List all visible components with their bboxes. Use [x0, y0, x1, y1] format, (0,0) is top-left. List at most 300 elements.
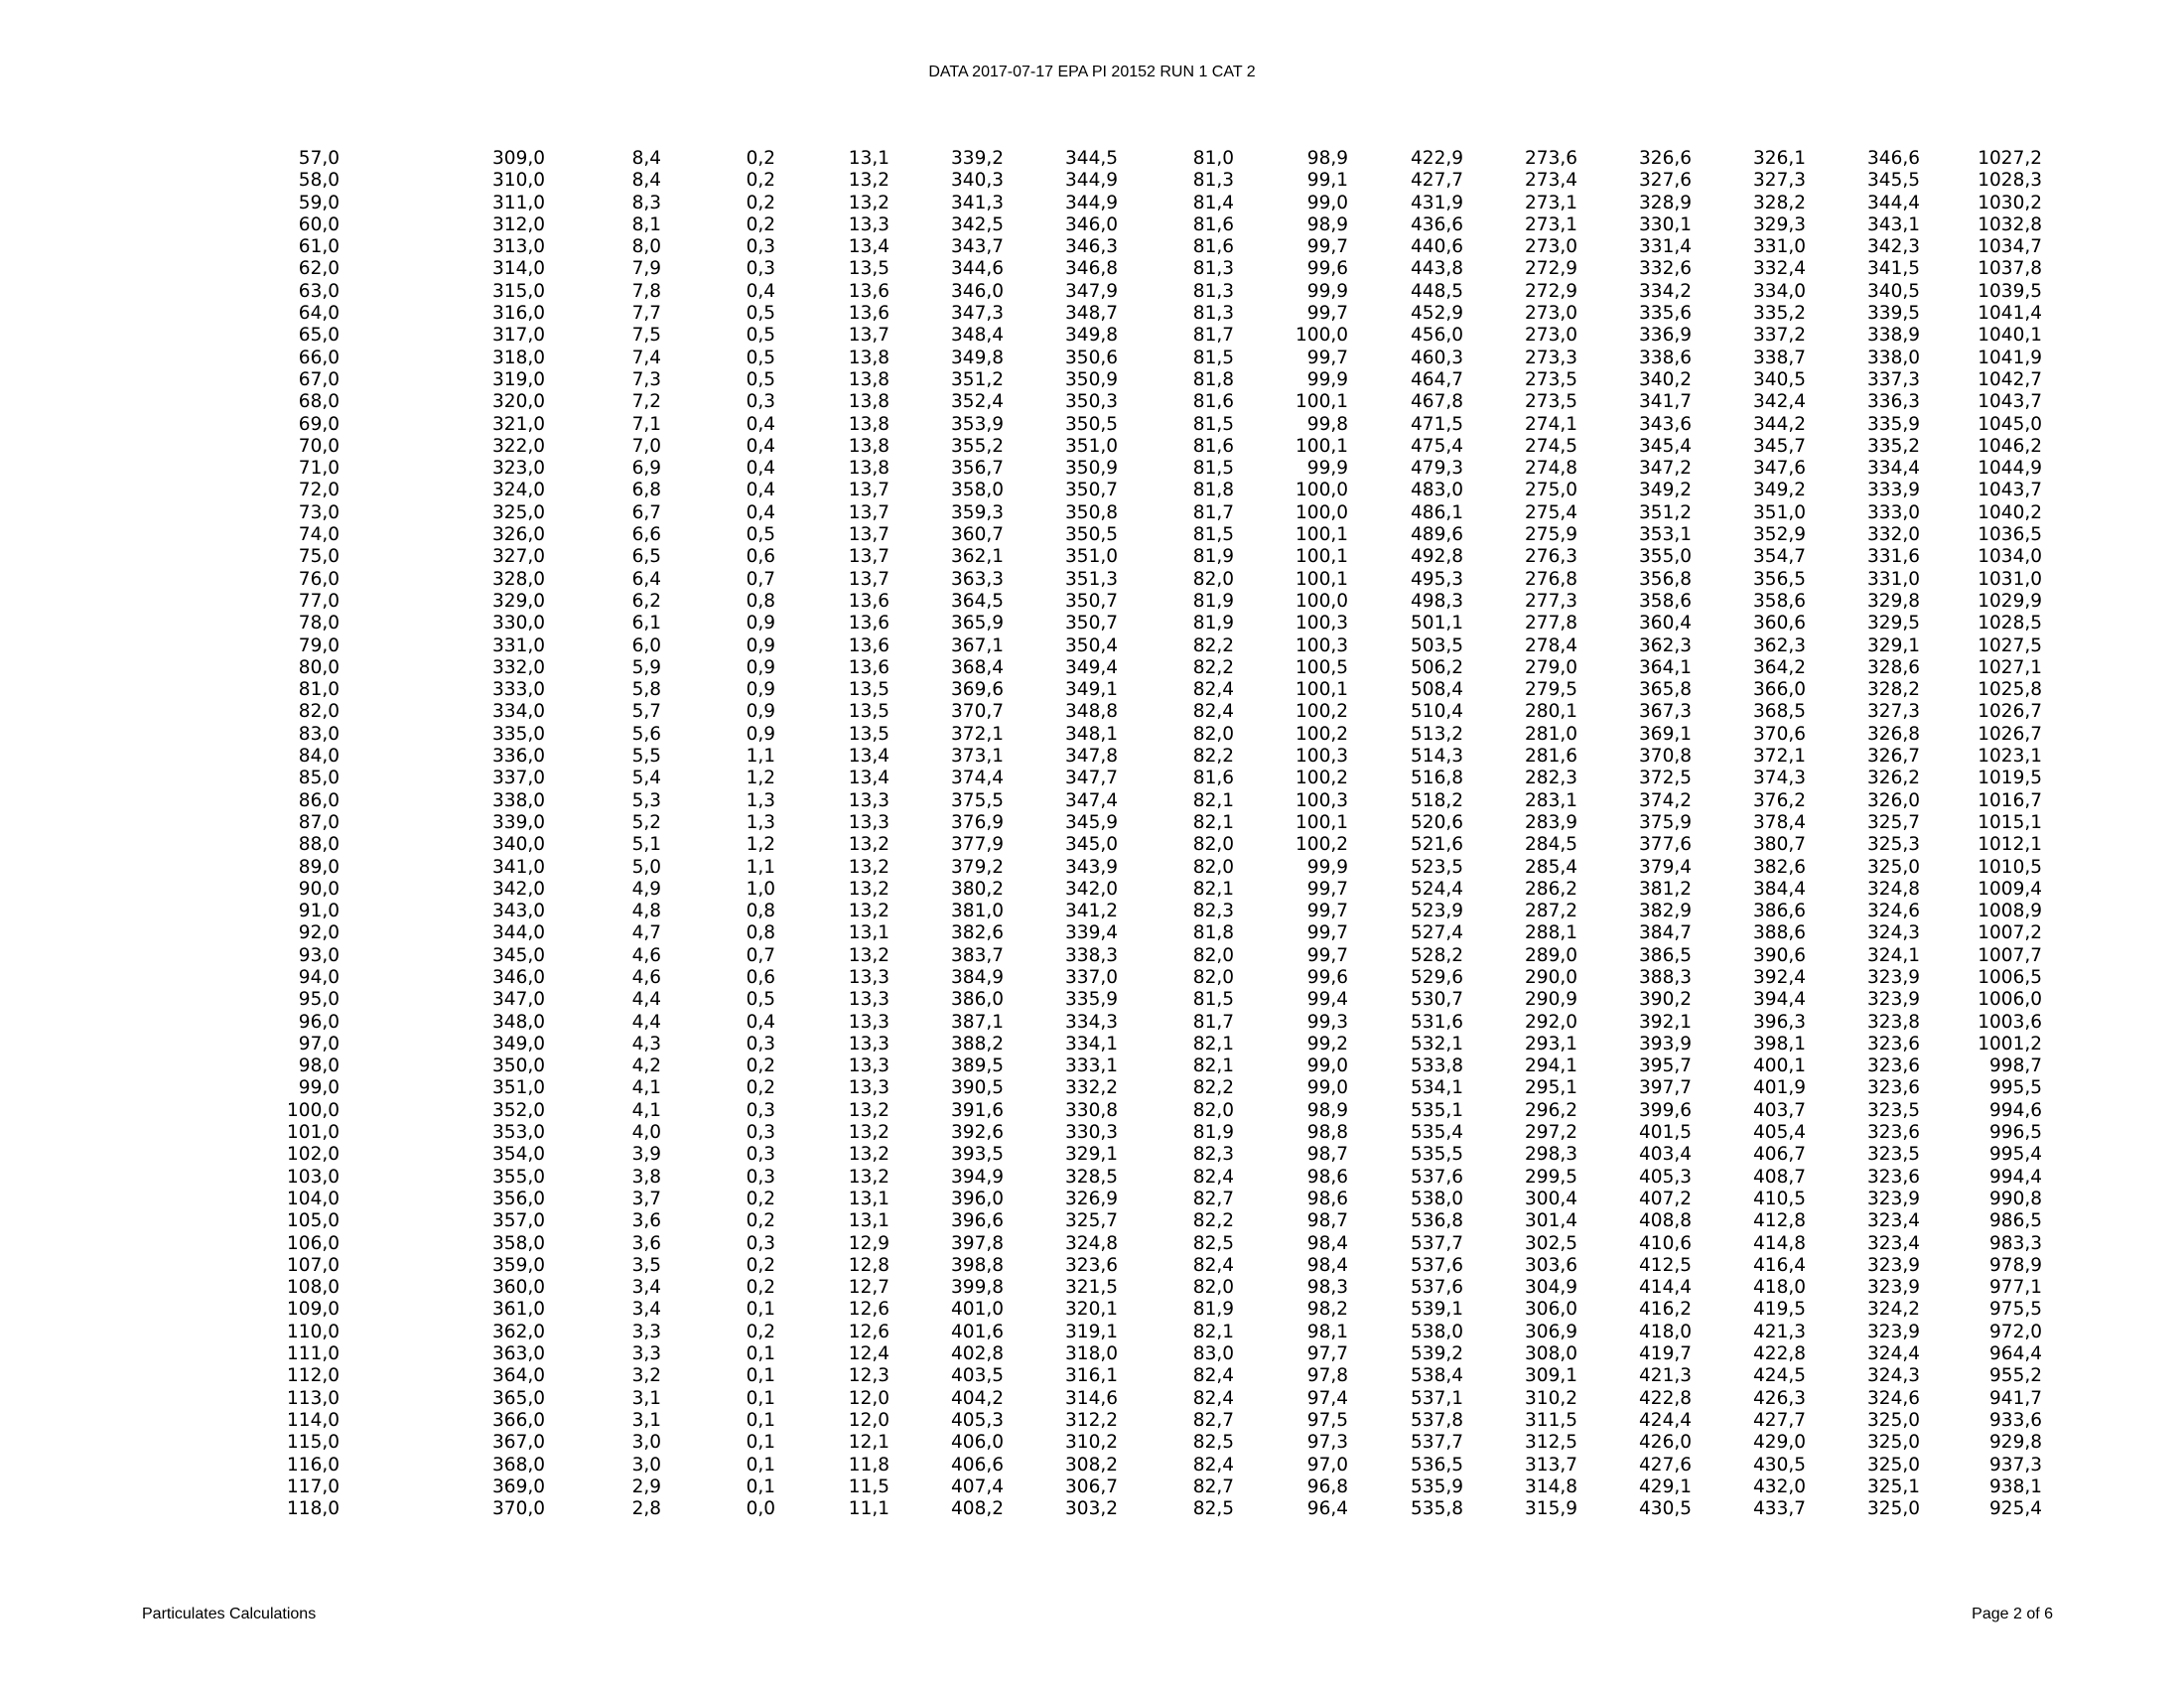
table-cell: 495,3 — [1411, 568, 1463, 590]
table-cell: 328,2 — [1753, 192, 1806, 213]
table-cell: 105,0 — [287, 1210, 340, 1232]
table-cell: 1,1 — [746, 856, 775, 878]
table-cell: 13,4 — [848, 746, 889, 768]
table-row — [0, 369, 2042, 391]
table-cell: 329,5 — [1867, 613, 1920, 634]
table-cell: 3,0 — [631, 1454, 661, 1476]
table-cell: 356,0 — [492, 1188, 545, 1209]
table-cell: 82,4 — [1192, 1387, 1234, 1409]
table-cell: 95,0 — [298, 989, 340, 1011]
table-cell: 328,6 — [1867, 656, 1920, 678]
table-cell: 431,9 — [1411, 192, 1463, 213]
table-cell: 11,1 — [848, 1498, 889, 1520]
table-cell: 467,8 — [1411, 391, 1463, 413]
table-cell: 358,0 — [951, 480, 1004, 501]
table-cell: 345,4 — [1639, 435, 1692, 457]
table-cell: 331,0 — [492, 634, 545, 656]
table-cell: 506,2 — [1411, 656, 1463, 678]
table-cell: 3,2 — [631, 1365, 661, 1387]
table-cell: 293,1 — [1525, 1033, 1577, 1055]
table-cell: 516,8 — [1411, 768, 1463, 789]
table-cell: 98,7 — [1306, 1144, 1348, 1166]
table-cell: 392,6 — [951, 1122, 1004, 1144]
table-cell: 341,3 — [951, 192, 1004, 213]
table-cell: 13,8 — [848, 391, 889, 413]
table-cell: 310,0 — [492, 170, 545, 192]
table-cell: 362,0 — [492, 1321, 545, 1342]
table-cell: 282,3 — [1525, 768, 1577, 789]
table-cell: 1007,2 — [1978, 922, 2042, 944]
table-cell: 81,9 — [1192, 1122, 1234, 1144]
table-cell: 937,3 — [1989, 1454, 2042, 1476]
table-cell: 327,3 — [1867, 701, 1920, 723]
table-cell: 343,7 — [951, 236, 1004, 258]
table-cell: 346,0 — [492, 966, 545, 988]
table-cell: 13,3 — [848, 1033, 889, 1055]
table-cell: 355,0 — [1639, 546, 1692, 568]
table-cell: 369,1 — [1639, 723, 1692, 745]
table-cell: 523,9 — [1411, 901, 1463, 922]
table-cell: 349,8 — [1065, 325, 1118, 347]
table-cell: 5,7 — [631, 701, 661, 723]
table-cell: 13,1 — [848, 1210, 889, 1232]
table-cell: 471,5 — [1411, 413, 1463, 435]
table-cell: 362,1 — [951, 546, 1004, 568]
table-cell: 1027,1 — [1978, 656, 2042, 678]
table-cell: 8,4 — [631, 170, 661, 192]
table-row — [0, 502, 2042, 524]
table-cell: 333,0 — [492, 679, 545, 701]
table-cell: 7,5 — [631, 325, 661, 347]
table-cell: 347,9 — [1065, 280, 1118, 302]
table-cell: 82,2 — [1192, 746, 1234, 768]
table-cell: 71,0 — [298, 458, 340, 480]
table-cell: 1016,7 — [1978, 789, 2042, 811]
table-cell: 351,0 — [1753, 501, 1806, 523]
table-cell: 344,5 — [1065, 148, 1118, 169]
table-cell: 1034,0 — [1978, 546, 2042, 568]
table-cell: 0,4 — [746, 435, 775, 457]
table-cell: 1034,7 — [1978, 236, 2042, 258]
table-cell: 535,4 — [1411, 1122, 1463, 1144]
table-cell: 100,2 — [1296, 701, 1348, 723]
table-cell: 427,6 — [1639, 1454, 1692, 1476]
table-cell: 360,0 — [492, 1277, 545, 1299]
table-cell: 0,1 — [746, 1432, 775, 1454]
table-row — [0, 701, 2042, 723]
table-cell: 5,8 — [631, 679, 661, 701]
table-cell: 272,9 — [1525, 258, 1577, 280]
table-cell: 82,5 — [1192, 1432, 1234, 1454]
table-cell: 0,4 — [746, 413, 775, 435]
table-cell: 98,6 — [1306, 1188, 1348, 1209]
table-row — [0, 458, 2042, 480]
table-cell: 403,4 — [1639, 1144, 1692, 1166]
table-cell: 405,3 — [951, 1409, 1004, 1431]
table-cell: 370,8 — [1639, 746, 1692, 768]
table-cell: 326,6 — [1639, 148, 1692, 169]
table-cell: 406,0 — [951, 1432, 1004, 1454]
table-cell: 340,5 — [1753, 368, 1806, 390]
table-row — [0, 1255, 2042, 1277]
table-cell: 403,5 — [951, 1365, 1004, 1387]
table-cell: 386,5 — [1639, 944, 1692, 966]
table-cell: 508,4 — [1411, 679, 1463, 701]
table-cell: 376,2 — [1753, 789, 1806, 811]
table-cell: 994,4 — [1989, 1166, 2042, 1188]
table-cell: 329,8 — [1867, 590, 1920, 612]
table-cell: 81,8 — [1192, 480, 1234, 501]
table-cell: 326,0 — [1867, 789, 1920, 811]
table-cell: 308,2 — [1065, 1454, 1118, 1476]
table-cell: 492,8 — [1411, 546, 1463, 568]
table-cell: 537,1 — [1411, 1387, 1463, 1409]
table-cell: 350,9 — [1065, 368, 1118, 390]
table-cell: 12,0 — [848, 1387, 889, 1409]
table-cell: 0,6 — [746, 966, 775, 988]
table-cell: 82,7 — [1192, 1476, 1234, 1497]
table-cell: 7,8 — [631, 280, 661, 302]
table-cell: 1040,1 — [1978, 325, 2042, 347]
table-cell: 3,4 — [631, 1299, 661, 1321]
table-cell: 443,8 — [1411, 258, 1463, 280]
table-cell: 341,0 — [492, 856, 545, 878]
table-cell: 7,2 — [631, 391, 661, 413]
table-cell: 12,4 — [848, 1343, 889, 1365]
table-cell: 479,3 — [1411, 458, 1463, 480]
table-cell: 325,0 — [1867, 1454, 1920, 1476]
table-cell: 350,3 — [1065, 391, 1118, 413]
table-cell: 1,3 — [746, 789, 775, 811]
table-cell: 331,0 — [1867, 568, 1920, 590]
table-cell: 297,2 — [1525, 1122, 1577, 1144]
table-cell: 12,3 — [848, 1365, 889, 1387]
table-cell: 313,7 — [1525, 1454, 1577, 1476]
table-cell: 380,7 — [1753, 834, 1806, 856]
table-cell: 13,2 — [848, 834, 889, 856]
table-row — [0, 1167, 2042, 1189]
table-cell: 57,0 — [298, 148, 340, 169]
table-cell: 364,2 — [1753, 656, 1806, 678]
table-cell: 274,1 — [1525, 413, 1577, 435]
table-cell: 336,9 — [1639, 325, 1692, 347]
table-cell: 323,6 — [1065, 1254, 1118, 1276]
table-cell: 379,2 — [951, 856, 1004, 878]
table-row — [0, 1455, 2042, 1477]
table-cell: 1044,9 — [1978, 458, 2042, 480]
table-cell: 362,3 — [1639, 634, 1692, 656]
table-cell: 6,7 — [631, 501, 661, 523]
table-row — [0, 148, 2042, 170]
table-cell: 311,5 — [1525, 1409, 1577, 1431]
table-cell: 377,6 — [1639, 834, 1692, 856]
table-cell: 503,5 — [1411, 634, 1463, 656]
table-cell: 990,8 — [1989, 1188, 2042, 1209]
table-row — [0, 1388, 2042, 1410]
table-cell: 342,0 — [492, 878, 545, 900]
table-cell: 0,3 — [746, 1144, 775, 1166]
table-row — [0, 1432, 2042, 1454]
table-cell: 312,5 — [1525, 1432, 1577, 1454]
table-cell: 296,2 — [1525, 1099, 1577, 1121]
table-cell: 319,1 — [1065, 1321, 1118, 1342]
table-cell: 539,2 — [1411, 1343, 1463, 1365]
table-cell: 280,1 — [1525, 701, 1577, 723]
table-cell: 365,8 — [1639, 679, 1692, 701]
table-cell: 486,1 — [1411, 501, 1463, 523]
table-cell: 348,0 — [492, 1011, 545, 1033]
table-cell: 100,5 — [1296, 656, 1348, 678]
table-cell: 324,2 — [1867, 1299, 1920, 1321]
table-cell: 81,6 — [1192, 213, 1234, 235]
table-cell: 0,2 — [746, 1077, 775, 1099]
table-cell: 401,9 — [1753, 1077, 1806, 1099]
table-cell: 1003,6 — [1978, 1011, 2042, 1033]
table-cell: 304,9 — [1525, 1277, 1577, 1299]
table-cell: 76,0 — [298, 568, 340, 590]
table-cell: 285,4 — [1525, 856, 1577, 878]
table-cell: 96,4 — [1306, 1498, 1348, 1520]
table-cell: 0,8 — [746, 901, 775, 922]
table-cell: 1006,0 — [1978, 989, 2042, 1011]
table-cell: 97,0 — [298, 1033, 340, 1055]
table-cell: 13,3 — [848, 1077, 889, 1099]
table-cell: 336,3 — [1867, 391, 1920, 413]
table-row — [0, 989, 2042, 1011]
table-cell: 367,0 — [492, 1432, 545, 1454]
table-cell: 13,8 — [848, 413, 889, 435]
table-row — [0, 1410, 2042, 1432]
table-cell: 0,5 — [746, 303, 775, 325]
table-cell: 330,0 — [492, 613, 545, 634]
table-cell: 396,0 — [951, 1188, 1004, 1209]
table-cell: 323,6 — [1867, 1166, 1920, 1188]
table-cell: 98,9 — [1306, 213, 1348, 235]
table-cell: 81,7 — [1192, 501, 1234, 523]
table-cell: 368,0 — [492, 1454, 545, 1476]
table-cell: 13,2 — [848, 1166, 889, 1188]
table-cell: 64,0 — [298, 303, 340, 325]
table-cell: 8,4 — [631, 148, 661, 169]
table-cell: 955,2 — [1989, 1365, 2042, 1387]
table-cell: 351,3 — [1065, 568, 1118, 590]
table-cell: 1029,9 — [1978, 590, 2042, 612]
table-cell: 324,6 — [1867, 901, 1920, 922]
table-cell: 77,0 — [298, 590, 340, 612]
table-cell: 82,5 — [1192, 1232, 1234, 1254]
table-cell: 406,6 — [951, 1454, 1004, 1476]
table-cell: 0,2 — [746, 192, 775, 213]
table-cell: 82,4 — [1192, 701, 1234, 723]
table-cell: 303,6 — [1525, 1254, 1577, 1276]
table-cell: 350,0 — [492, 1055, 545, 1077]
table-cell: 0,9 — [746, 723, 775, 745]
table-cell: 1040,2 — [1978, 501, 2042, 523]
table-cell: 13,4 — [848, 236, 889, 258]
table-cell: 538,0 — [1411, 1321, 1463, 1342]
table-cell: 81,3 — [1192, 303, 1234, 325]
table-cell: 67,0 — [298, 368, 340, 390]
table-cell: 302,5 — [1525, 1232, 1577, 1254]
table-cell: 70,0 — [298, 435, 340, 457]
table-cell: 325,3 — [1867, 834, 1920, 856]
table-cell: 99,7 — [1306, 944, 1348, 966]
table-row — [0, 258, 2042, 280]
table-cell: 2,8 — [631, 1498, 661, 1520]
table-row — [0, 524, 2042, 546]
table-cell: 498,3 — [1411, 590, 1463, 612]
table-cell: 3,3 — [631, 1321, 661, 1342]
table-cell: 339,4 — [1065, 922, 1118, 944]
table-cell: 0,5 — [746, 325, 775, 347]
table-cell: 0,3 — [746, 1122, 775, 1144]
table-row — [0, 1144, 2042, 1166]
table-cell: 345,0 — [492, 944, 545, 966]
page-title: DATA 2017-07-17 EPA PI 20152 RUN 1 CAT 2 — [928, 64, 1256, 80]
table-cell: 338,0 — [1867, 347, 1920, 368]
table-cell: 329,3 — [1753, 213, 1806, 235]
table-cell: 332,0 — [1867, 524, 1920, 546]
table-cell: 338,6 — [1639, 347, 1692, 368]
table-cell: 99,6 — [1306, 258, 1348, 280]
table-cell: 13,8 — [848, 458, 889, 480]
table-cell: 342,5 — [951, 213, 1004, 235]
table-cell: 964,4 — [1989, 1343, 2042, 1365]
table-cell: 13,3 — [848, 789, 889, 811]
table-cell: 1008,9 — [1978, 901, 2042, 922]
table-cell: 337,3 — [1867, 368, 1920, 390]
table-cell: 100,2 — [1296, 723, 1348, 745]
table-cell: 347,4 — [1065, 789, 1118, 811]
table-cell: 391,6 — [951, 1099, 1004, 1121]
table-cell: 0,1 — [746, 1343, 775, 1365]
table-cell: 346,0 — [951, 280, 1004, 302]
table-cell: 5,6 — [631, 723, 661, 745]
table-cell: 82,0 — [1192, 1277, 1234, 1299]
table-cell: 83,0 — [1192, 1343, 1234, 1365]
table-cell: 99,0 — [1306, 192, 1348, 213]
table-cell: 1023,1 — [1978, 746, 2042, 768]
table-cell: 424,4 — [1639, 1409, 1692, 1431]
table-cell: 356,5 — [1753, 568, 1806, 590]
table-cell: 288,1 — [1525, 922, 1577, 944]
table-cell: 0,9 — [746, 656, 775, 678]
table-cell: 13,7 — [848, 480, 889, 501]
table-cell: 376,9 — [951, 811, 1004, 833]
table-cell: 101,0 — [287, 1122, 340, 1144]
table-cell: 452,9 — [1411, 303, 1463, 325]
table-cell: 0,3 — [746, 236, 775, 258]
table-cell: 1006,5 — [1978, 966, 2042, 988]
table-cell: 390,2 — [1639, 989, 1692, 1011]
table-cell: 501,1 — [1411, 613, 1463, 634]
table-cell: 97,0 — [1306, 1454, 1348, 1476]
table-row — [0, 1189, 2042, 1210]
table-cell: 13,5 — [848, 258, 889, 280]
table-cell: 348,4 — [951, 325, 1004, 347]
table-cell: 6,5 — [631, 546, 661, 568]
table-cell: 325,0 — [1867, 1498, 1920, 1520]
table-cell: 1042,7 — [1978, 368, 2042, 390]
table-cell: 290,0 — [1525, 966, 1577, 988]
table-cell: 345,7 — [1753, 435, 1806, 457]
table-cell: 994,6 — [1989, 1099, 2042, 1121]
table-cell: 408,8 — [1639, 1210, 1692, 1232]
table-cell: 323,6 — [1867, 1033, 1920, 1055]
table-cell: 1012,1 — [1978, 834, 2042, 856]
table-cell: 353,9 — [951, 413, 1004, 435]
table-cell: 13,7 — [848, 524, 889, 546]
table-cell: 81,7 — [1192, 325, 1234, 347]
table-row — [0, 546, 2042, 568]
table-cell: 13,2 — [848, 1122, 889, 1144]
table-row — [0, 1498, 2042, 1520]
table-cell: 941,7 — [1989, 1387, 2042, 1409]
table-cell: 422,8 — [1639, 1387, 1692, 1409]
table-cell: 352,9 — [1753, 524, 1806, 546]
table-cell: 345,9 — [1065, 811, 1118, 833]
table-cell: 354,7 — [1753, 546, 1806, 568]
table-cell: 61,0 — [298, 236, 340, 258]
table-row — [0, 657, 2042, 679]
table-cell: 323,0 — [492, 458, 545, 480]
table-cell: 275,9 — [1525, 524, 1577, 546]
table-cell: 13,6 — [848, 656, 889, 678]
table-cell: 388,6 — [1753, 922, 1806, 944]
table-cell: 81,6 — [1192, 435, 1234, 457]
table-cell: 8,1 — [631, 213, 661, 235]
table-cell: 416,4 — [1753, 1254, 1806, 1276]
table-cell: 81,0 — [1192, 148, 1234, 169]
table-cell: 351,2 — [951, 368, 1004, 390]
table-row — [0, 1100, 2042, 1122]
table-cell: 6,9 — [631, 458, 661, 480]
table-cell: 100,3 — [1296, 634, 1348, 656]
table-cell: 345,5 — [1867, 170, 1920, 192]
table-cell: 323,4 — [1867, 1210, 1920, 1232]
table-cell: 346,0 — [1065, 213, 1118, 235]
table-cell: 287,2 — [1525, 901, 1577, 922]
table-cell: 5,9 — [631, 656, 661, 678]
table-cell: 99,7 — [1306, 922, 1348, 944]
table-cell: 3,1 — [631, 1409, 661, 1431]
table-cell: 81,3 — [1192, 170, 1234, 192]
table-cell: 537,8 — [1411, 1409, 1463, 1431]
table-cell: 368,4 — [951, 656, 1004, 678]
table-cell: 357,0 — [492, 1210, 545, 1232]
table-cell: 358,6 — [1753, 590, 1806, 612]
table-cell: 381,0 — [951, 901, 1004, 922]
table-cell: 7,1 — [631, 413, 661, 435]
table-cell: 99,0 — [298, 1077, 340, 1099]
table-cell: 340,2 — [1639, 368, 1692, 390]
table-cell: 81,9 — [1192, 590, 1234, 612]
table-cell: 65,0 — [298, 325, 340, 347]
table-cell: 59,0 — [298, 192, 340, 213]
table-cell: 80,0 — [298, 656, 340, 678]
table-cell: 412,8 — [1753, 1210, 1806, 1232]
table-cell: 521,6 — [1411, 834, 1463, 856]
table-cell: 1,2 — [746, 768, 775, 789]
table-cell: 339,0 — [492, 811, 545, 833]
table-cell: 0,4 — [746, 280, 775, 302]
table-cell: 7,7 — [631, 303, 661, 325]
table-cell: 536,8 — [1411, 1210, 1463, 1232]
table-cell: 350,9 — [1065, 458, 1118, 480]
table-cell: 12,6 — [848, 1321, 889, 1342]
table-cell: 5,4 — [631, 768, 661, 789]
table-cell: 329,1 — [1065, 1144, 1118, 1166]
